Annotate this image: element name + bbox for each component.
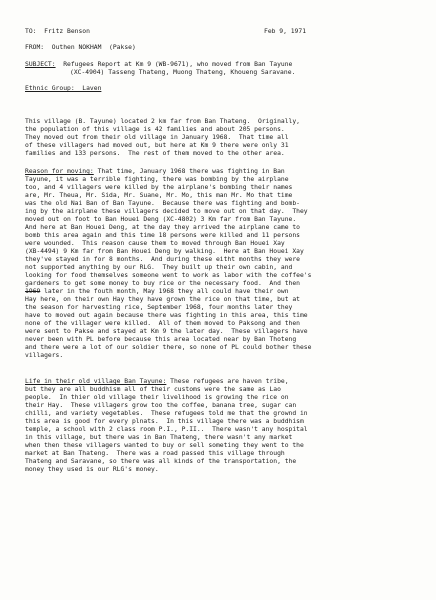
from-value: Outhen NOKHAM (Pakse) bbox=[51, 44, 136, 51]
reason-heading-line bbox=[25, 168, 285, 176]
text-line: never been with PL before because this area located near by Ban Thoteng bbox=[25, 336, 297, 343]
text-line: their Hay. These villagers grow too the coffee, banana tree, sugar can bbox=[25, 402, 297, 409]
text-line: They moved out from their old village in January 1968. That time all bbox=[25, 134, 289, 141]
to-line bbox=[25, 28, 90, 36]
reason-heading: Reason for moving: bbox=[25, 168, 94, 175]
subject-line-2: (XC-4904) Tasseng Thateng, Muong Thateng, Khoueng Saravane. bbox=[70, 69, 296, 76]
text-line: temple, a school with 2 class room P.I., P.II.. There wasn't any hospital bbox=[25, 426, 308, 433]
text-line: but they are all buddhism all of their customs were the same as Lao bbox=[25, 386, 281, 393]
memo-date: Feb 9, 1971 bbox=[264, 28, 307, 35]
reason-first-line: That time, January 1968 there was fighting in Ban bbox=[93, 168, 285, 175]
to-value: Fritz Benson bbox=[44, 28, 90, 35]
text-line: chilli, and variety vegetables. These refugees told me that the grownd in bbox=[25, 410, 308, 417]
subject-text-1: Refugees Report at Km 9 (WB-9671), who moved from Ban Tayune bbox=[63, 61, 293, 68]
text-line: and there were a lot of our soldier there, so none of PL could bother these bbox=[25, 344, 312, 351]
text-line: none of the villager were killed. All of them moved to Paksong and then bbox=[25, 320, 300, 327]
text-line: in this village, but there was in Ban Thateng, there wasn't any market bbox=[25, 434, 293, 441]
text-line: money they used is our RLG's money. bbox=[25, 466, 159, 473]
text-line: not supported anything by our RLG. They built up their own cabin, and bbox=[25, 264, 293, 271]
text-line: was the old Nai Ban of Ban Tayune. Because there was fighting and bomb- bbox=[25, 200, 300, 207]
text-line: (XB-4494) 9 Km far from Ban Houei Deng by walking. Here at Ban Houei Xay bbox=[25, 248, 304, 255]
text-line: this area is good for every plnats. In this village there was a buddhism bbox=[25, 418, 304, 425]
ethnic-group-heading: Ethnic Group: Laven bbox=[25, 85, 102, 92]
text-line: they've stayed in for 8 months. And during these eitht months they were bbox=[25, 256, 300, 263]
text-line: Hay here, on their own Hay they have grown the rice on that time, but at bbox=[25, 296, 300, 303]
to-label: TO: bbox=[25, 28, 37, 35]
struck-year: 1969 bbox=[25, 288, 41, 295]
from-line bbox=[25, 44, 136, 52]
text-line: villagers. bbox=[25, 352, 64, 359]
text-line: Thateng and Saravane, so there was all kinds of the transportation, the bbox=[25, 458, 297, 465]
life-heading: Life in their old village Ban Tayune: bbox=[25, 378, 167, 385]
text-line: This village (B. Tayune) located 2 km far from Ban Thateng. Originally, bbox=[25, 118, 300, 125]
text-line: have to moved out again because there was fighting in this area, this time bbox=[25, 312, 308, 319]
text-line: ing by the airplane these villagers decided to move out on that day. They bbox=[25, 208, 308, 215]
text-line: gardeners to get some money to buy rice or the necessary food. And then bbox=[25, 280, 300, 287]
text-line: families and 133 persons. The rest of them moved to the other area. bbox=[25, 150, 285, 157]
text-line: the season for harvesting rice, September 1968, four months later they bbox=[25, 304, 293, 311]
text-line: looking for food themselves someone went to work as labor with the coffee's bbox=[25, 272, 312, 279]
reason-after-strike: later in the fouth month, May 1968 they all could have their own bbox=[40, 288, 289, 295]
from-label: FROM: bbox=[25, 44, 45, 51]
text-line: were wounded. This reason cause them to moved through Ban Houei Xay bbox=[25, 240, 285, 247]
text-line: are, Mr. Theua, Mr. Sida, Mr. Suane, Mr. Mo, this man Mr. Mo that time bbox=[25, 192, 293, 199]
text-line: Tayune, it was a terrible fighting, there was bombing by the airplane bbox=[25, 176, 289, 183]
text-line: too, and 4 villagers were killed by the airplane's bombing their names bbox=[25, 184, 293, 191]
text-line: people. In thier old village their livelihood is growing the rice on bbox=[25, 394, 289, 401]
life-heading-line bbox=[25, 378, 289, 386]
text-line: market at Ban Thateng. There was a road passed this village through bbox=[25, 450, 285, 457]
text-line: of these villagers had moved out, but here at Km 9 there were only 31 bbox=[25, 142, 289, 149]
reason-strike-line bbox=[25, 288, 289, 296]
text-line: bomb this area again and this time 18 persons were killed and 11 persons bbox=[25, 232, 300, 239]
text-line: were sent to Pakse and stayed at Km 9 the later day. These villagers have bbox=[25, 328, 308, 335]
subject-label: SUBJECT: bbox=[25, 61, 56, 68]
text-line: And here at Ban Houei Deng, at the day they arrived the airplane came to bbox=[25, 224, 300, 231]
text-line: the population of this village is 42 families and about 205 persons. bbox=[25, 126, 285, 133]
life-first-line: These refugees are haven tribe, bbox=[166, 378, 289, 385]
text-line: moved out on foot to Ban Houei Deng (XC-4802) 3 Km far from Ban Tayune. bbox=[25, 216, 297, 223]
subject-line-1 bbox=[25, 61, 292, 69]
text-line: when then these villagers wanted to buy or sell someting they went to the bbox=[25, 442, 304, 449]
